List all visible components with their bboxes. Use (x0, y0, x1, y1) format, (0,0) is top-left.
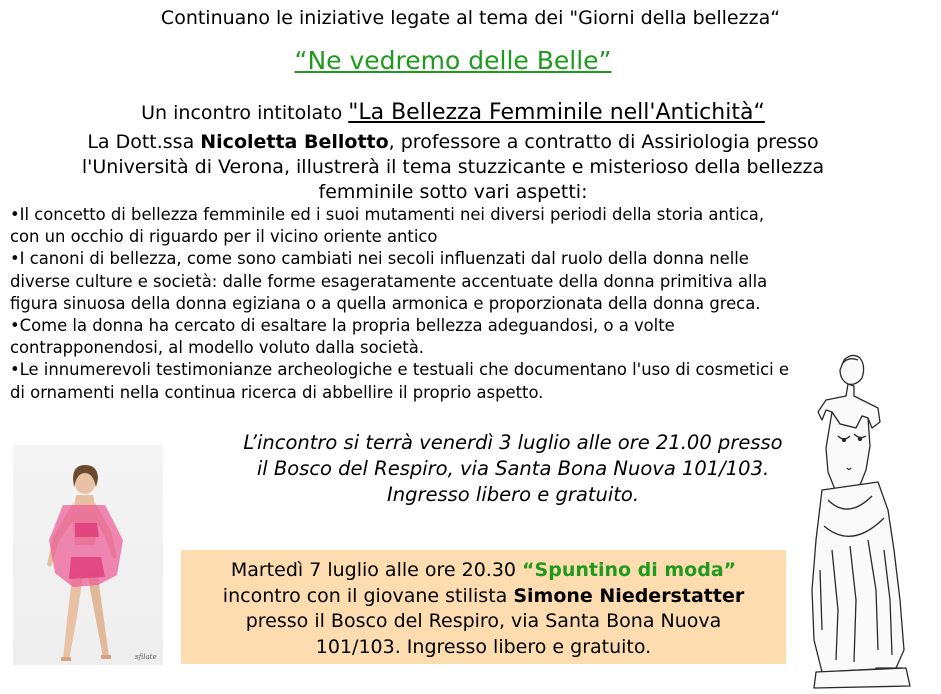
fashion-event-text (181, 558, 786, 660)
fashion-event-name: “Spuntino di moda” (522, 559, 737, 581)
fashion-line-3: presso il Bosco del Respiro, via Santa Bona Nuova (245, 610, 722, 632)
meeting-line (0, 100, 906, 125)
photo-caption: sfilate (135, 653, 157, 661)
topic-line: con un occhio di riguardo per il vicino oriente antico (10, 227, 438, 247)
fashion-designer-prefix: incontro con il giovane stilista (222, 584, 514, 607)
fashion-line-1 (181, 558, 786, 584)
topic-line: contrapponendosi, al modello voluto dalla società. (10, 338, 424, 358)
speaker-line-1 (0, 130, 906, 155)
topic-line: di ornamenti nella continua ricerca di abbellire il proprio aspetto. (10, 382, 544, 402)
fashion-datetime: Martedì 7 luglio alle ore 20.30 (230, 559, 523, 581)
meeting-prefix: Un incontro intitolato (141, 102, 349, 124)
speaker-line-3: femminile sotto vari aspetti: (318, 181, 588, 203)
event-line-2: il Bosco del Respiro, via Santa Bona Nuova 101/103. (256, 457, 770, 480)
talk-title: "La Bellezza Femminile nell'Antichità“ (348, 100, 765, 125)
event-announcement (198, 430, 828, 508)
fashion-designer-name: Simone Niederstatter (513, 584, 745, 607)
intro-text: Continuano le iniziative legate al tema dei "Giorni della bellezza“ (160, 7, 781, 29)
fashion-line-4: 101/103. Ingresso libero e gratuito. (315, 635, 652, 658)
event-line-1: L’incontro si terrà venerdì 3 luglio alle ore 21.00 presso (243, 431, 783, 454)
venus-statue-image (792, 350, 937, 690)
speaker-prefix: La Dott.ssa (87, 131, 201, 153)
topic-line: figura sinuosa della donna egiziana o a quella armonica e proporzionata della donna greca. (10, 293, 761, 313)
statue-illustration (792, 350, 937, 690)
speaker-paragraph (0, 130, 906, 205)
fashion-line-2 (181, 584, 786, 610)
subtitle-text: “Ne vedremo delle Belle” (294, 46, 612, 75)
topic-line: •Le innumerevoli testimonianze archeologiche e testuali che documentano l'uso di cosmetici e (10, 360, 789, 380)
topic-line: •Il concetto di bellezza femminile ed i suoi mutamenti nei diversi periodi della storia antica, (10, 205, 765, 224)
topic-line: •I canoni di bellezza, come sono cambiati nei secoli influenzati dal ruolo della donna nelle (10, 249, 749, 269)
topic-line: •Come la donna ha cercato di esaltare la propria bellezza adeguandosi, o a volte (10, 316, 675, 336)
event-line-3: Ingresso libero e gratuito. (386, 483, 640, 506)
speaker-role: , professore a contratto di Assiriologia presso (388, 131, 819, 153)
subtitle-heading (0, 46, 906, 75)
speaker-name: Nicoletta Bellotto (200, 131, 389, 153)
speaker-line-2: l'Università di Verona, illustrerà il tema stuzzicante e misterioso della bellezza (81, 156, 825, 178)
fashion-model-illustration (13, 445, 163, 665)
fashion-model-image (13, 445, 163, 665)
topic-line: diverse culture e società: dalle forme esageratamente accentuate della donna primitiva alla (10, 271, 768, 291)
topics-list (10, 204, 910, 404)
